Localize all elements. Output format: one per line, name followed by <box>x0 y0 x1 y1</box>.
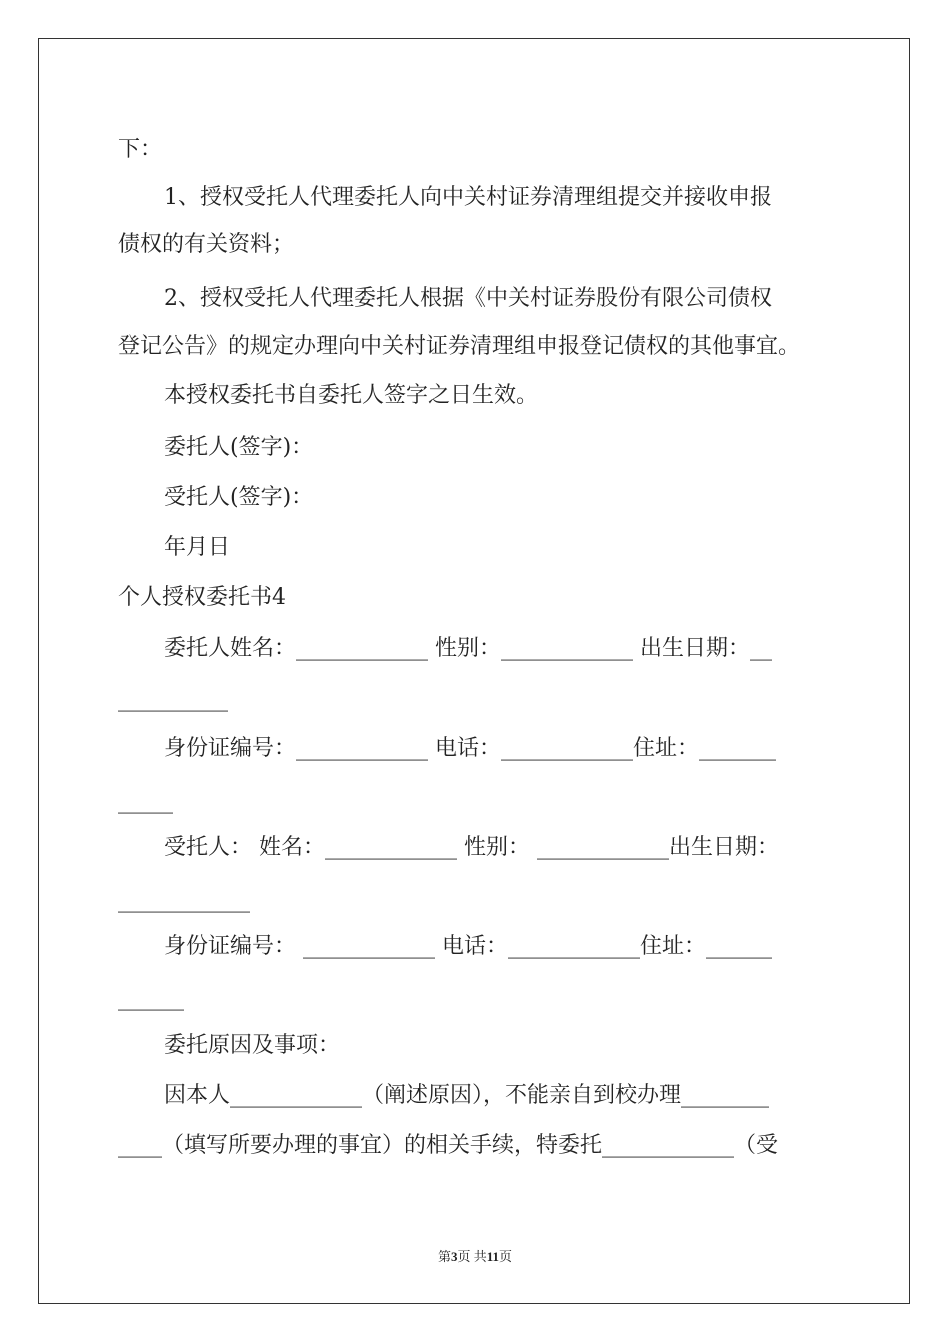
text-line: ______ <box>118 986 184 1011</box>
footer-mid: 页 共 <box>457 1249 487 1264</box>
text-line: 登记公告》的规定办理向中关村证券清理组申报登记债权的其他事宜。 <box>118 334 801 359</box>
page-border <box>38 38 910 1304</box>
text-line: 受托人： 姓名：____________ 性别： ____________出生日期： <box>164 835 779 860</box>
text-line: __________ <box>118 687 228 712</box>
current-page-number: 3 <box>450 1249 458 1264</box>
text-line: 个人授权委托书4 <box>118 585 286 610</box>
footer-prefix: 第 <box>437 1249 451 1264</box>
footer-suffix: 页 <box>499 1249 513 1264</box>
text-line: 下： <box>118 137 163 162</box>
text-line: 因本人____________（阐述原因），不能亲自到校办理________ <box>164 1083 770 1108</box>
text-line: ____________ <box>118 888 250 913</box>
text-line: 委托人(签字)： <box>164 435 314 460</box>
text-line: ____（填写所要办理的事宜）的相关手续，特委托____________（受 <box>118 1133 779 1158</box>
text-line: 1、授权受托人代理委托人向中关村证券清理组提交并接收申报 <box>164 185 772 210</box>
text-line: 受托人(签字)： <box>164 485 314 510</box>
text-line: 委托原因及事项： <box>164 1033 341 1058</box>
text-line: 本授权委托书自委托人签字之日生效。 <box>164 383 539 408</box>
page-footer <box>0 1246 950 1265</box>
text-line: 委托人姓名：____________ 性别：____________ 出生日期：__ <box>164 636 772 661</box>
text-line: 2、授权受托人代理委托人根据《中关村证券股份有限公司债权 <box>164 286 772 311</box>
text-line: 身份证编号：____________ 电话：____________住址：_______ <box>164 736 776 761</box>
text-line: 债权的有关资料； <box>118 232 295 257</box>
total-page-count: 11 <box>486 1249 500 1264</box>
text-line: _____ <box>118 789 173 814</box>
text-line: 身份证编号： ____________ 电话：____________住址：______ <box>164 934 772 959</box>
text-line: 年月日 <box>164 535 231 560</box>
